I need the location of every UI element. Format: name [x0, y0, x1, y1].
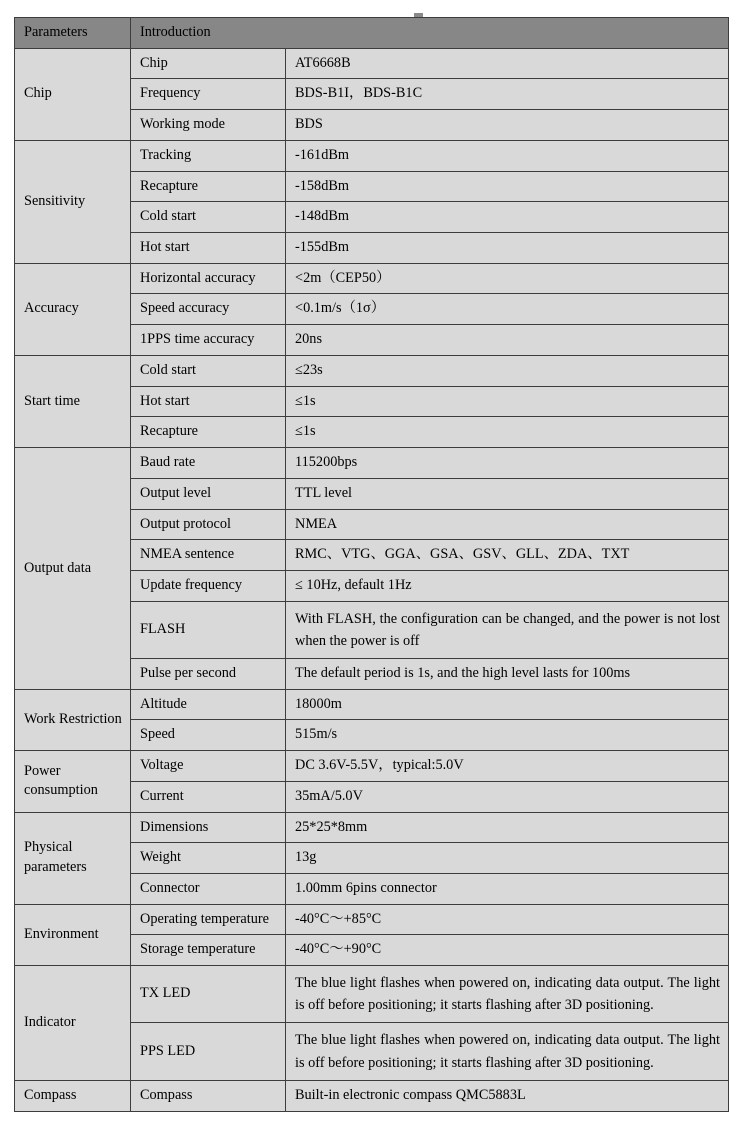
group-label-cell: Power consumption — [15, 751, 131, 812]
parameter-name-cell: Recapture — [131, 417, 286, 448]
parameter-name-cell: Connector — [131, 874, 286, 905]
parameter-value-cell: 25*25*8mm — [286, 812, 729, 843]
parameter-name-cell: Update frequency — [131, 570, 286, 601]
parameter-value-cell: -148dBm — [286, 202, 729, 233]
group-label-cell: Accuracy — [15, 263, 131, 355]
parameter-name-cell: Dimensions — [131, 812, 286, 843]
parameter-value-cell: DC 3.6V-5.5V，typical:5.0V — [286, 751, 729, 782]
column-header-parameters: Parameters — [15, 18, 131, 49]
column-header-introduction: Introduction — [131, 18, 729, 49]
parameter-value-cell: The blue light flashes when powered on, indicating data output. The light is off before positioning; it starts flashing after 3D positioning. — [286, 1023, 729, 1080]
group-label-cell: Start time — [15, 355, 131, 447]
table-header — [15, 18, 729, 49]
parameter-name-cell: TX LED — [131, 966, 286, 1023]
parameter-value-cell: The blue light flashes when powered on, indicating data output. The light is off before positioning; it starts flashing after 3D positioning. — [286, 966, 729, 1023]
parameter-value-cell: TTL level — [286, 478, 729, 509]
table-row — [15, 140, 729, 171]
parameter-value-cell: ≤ 10Hz, default 1Hz — [286, 570, 729, 601]
parameter-name-cell: Speed accuracy — [131, 294, 286, 325]
parameter-value-cell: NMEA — [286, 509, 729, 540]
group-label-cell: Compass — [15, 1080, 131, 1111]
parameter-name-cell: Hot start — [131, 386, 286, 417]
parameter-name-cell: Frequency — [131, 79, 286, 110]
table-row — [15, 448, 729, 479]
parameter-value-cell: 35mA/5.0V — [286, 781, 729, 812]
parameter-name-cell: Weight — [131, 843, 286, 874]
parameter-name-cell: Working mode — [131, 110, 286, 141]
parameter-value-cell: -161dBm — [286, 140, 729, 171]
parameter-value-cell: With FLASH, the configuration can be changed, and the power is not lost when the power is off — [286, 601, 729, 658]
parameter-value-cell: 515m/s — [286, 720, 729, 751]
parameter-name-cell: Voltage — [131, 751, 286, 782]
specification-table — [14, 17, 729, 1112]
group-label-cell: Indicator — [15, 966, 131, 1081]
parameter-name-cell: Horizontal accuracy — [131, 263, 286, 294]
table-row — [15, 48, 729, 79]
table-row — [15, 812, 729, 843]
parameter-name-cell: Storage temperature — [131, 935, 286, 966]
group-label-cell: Sensitivity — [15, 140, 131, 263]
parameter-name-cell: Current — [131, 781, 286, 812]
table-row — [15, 904, 729, 935]
parameter-name-cell: FLASH — [131, 601, 286, 658]
parameter-name-cell: 1PPS time accuracy — [131, 325, 286, 356]
parameter-name-cell: Output protocol — [131, 509, 286, 540]
parameter-value-cell: ≤23s — [286, 355, 729, 386]
parameter-name-cell: Speed — [131, 720, 286, 751]
parameter-name-cell: Operating temperature — [131, 904, 286, 935]
parameter-value-cell: -40°C～+90°C — [286, 935, 729, 966]
group-label-cell: Physical parameters — [15, 812, 131, 904]
table-row — [15, 966, 729, 1023]
parameter-value-cell: RMC、VTG、GGA、GSA、GSV、GLL、ZDA、TXT — [286, 540, 729, 571]
table-row — [15, 1080, 729, 1111]
table-row — [15, 355, 729, 386]
parameter-value-cell: -40°C～+85°C — [286, 904, 729, 935]
group-label-cell: Environment — [15, 904, 131, 965]
parameter-value-cell: <0.1m/s（1σ） — [286, 294, 729, 325]
parameter-name-cell: Altitude — [131, 689, 286, 720]
table-row — [15, 689, 729, 720]
parameter-value-cell: AT6668B — [286, 48, 729, 79]
table-row — [15, 751, 729, 782]
group-label-cell: Chip — [15, 48, 131, 140]
parameter-name-cell: Compass — [131, 1080, 286, 1111]
parameter-value-cell: -158dBm — [286, 171, 729, 202]
parameter-value-cell: 20ns — [286, 325, 729, 356]
parameter-value-cell: ≤1s — [286, 386, 729, 417]
table-row — [15, 263, 729, 294]
parameter-value-cell: BDS — [286, 110, 729, 141]
table-body — [15, 48, 729, 1111]
parameter-value-cell: Built-in electronic compass QMC5883L — [286, 1080, 729, 1111]
parameter-value-cell: -155dBm — [286, 233, 729, 264]
group-label-cell: Output data — [15, 448, 131, 690]
parameter-name-cell: Baud rate — [131, 448, 286, 479]
parameter-name-cell: Cold start — [131, 202, 286, 233]
parameter-name-cell: Recapture — [131, 171, 286, 202]
group-label-cell: Work Restriction — [15, 689, 131, 750]
parameter-name-cell: Pulse per second — [131, 658, 286, 689]
parameter-name-cell: Tracking — [131, 140, 286, 171]
parameter-name-cell: PPS LED — [131, 1023, 286, 1080]
parameter-value-cell: BDS-B1I，BDS-B1C — [286, 79, 729, 110]
table-header-row — [15, 18, 729, 49]
parameter-name-cell: NMEA sentence — [131, 540, 286, 571]
parameter-name-cell: Chip — [131, 48, 286, 79]
parameter-value-cell: The default period is 1s, and the high level lasts for 100ms — [286, 658, 729, 689]
parameter-value-cell: 115200bps — [286, 448, 729, 479]
parameter-value-cell: 13g — [286, 843, 729, 874]
parameter-value-cell: <2m（CEP50） — [286, 263, 729, 294]
parameter-value-cell: 18000m — [286, 689, 729, 720]
parameter-name-cell: Hot start — [131, 233, 286, 264]
parameter-value-cell: 1.00mm 6pins connector — [286, 874, 729, 905]
parameter-name-cell: Output level — [131, 478, 286, 509]
parameter-value-cell: ≤1s — [286, 417, 729, 448]
parameter-name-cell: Cold start — [131, 355, 286, 386]
